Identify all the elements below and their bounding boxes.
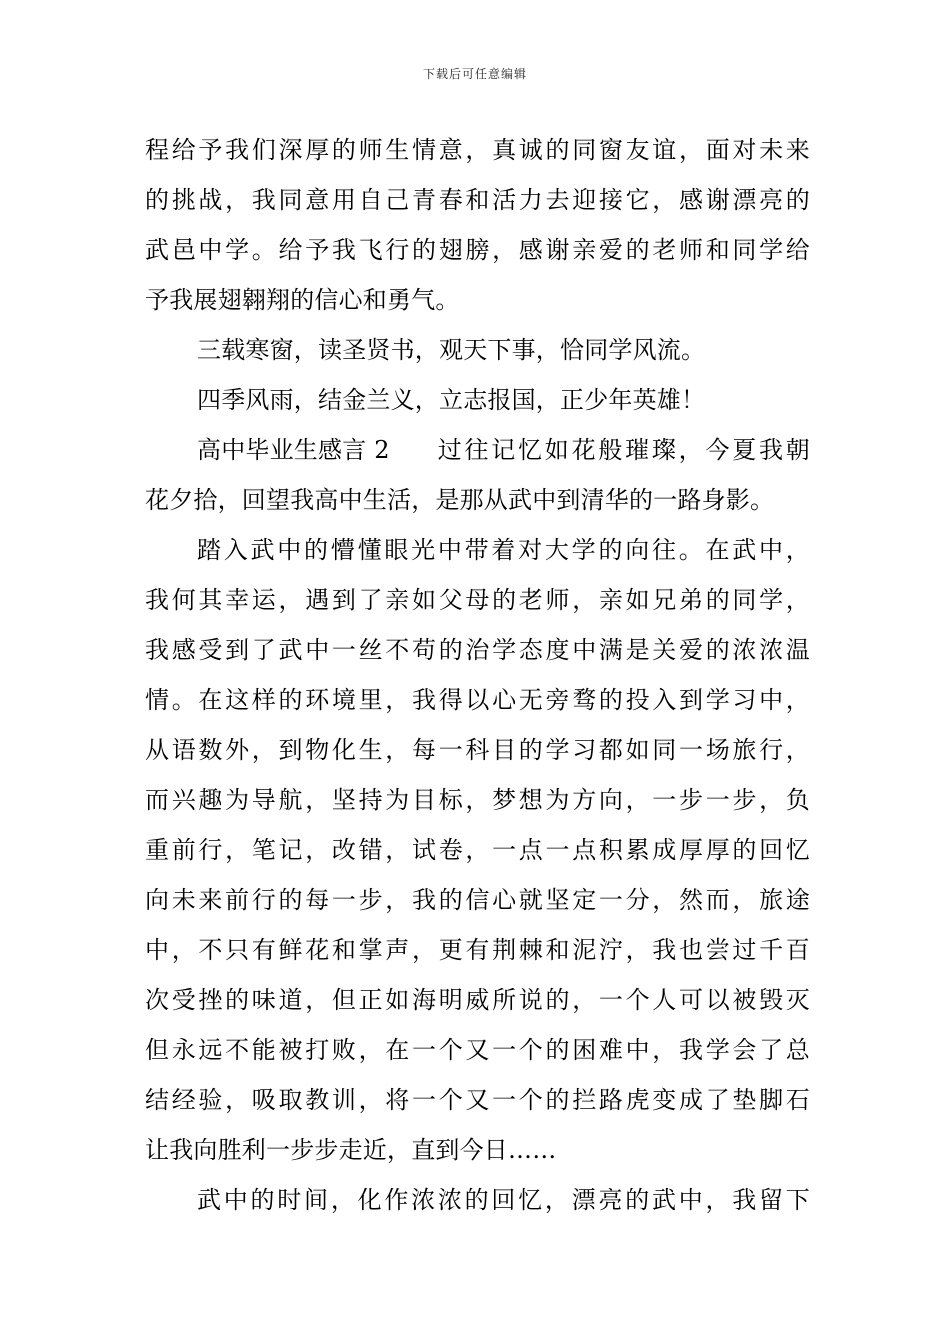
text-line: 次受挫的味道，但正如海明威所说的，一个人可以被毁灭 [145, 986, 810, 1014]
text-line: 而兴趣为导航，坚持为目标，梦想为方向，一步一步，负 [145, 786, 810, 814]
text-line: 三载寒窗，读圣贤书，观天下事，恰同学风流。 [197, 336, 706, 364]
document-body [145, 125, 810, 1225]
text-line: 中，不只有鲜花和掌声，更有荆棘和泥泞，我也尝过千百 [145, 936, 810, 964]
text-line: 我感受到了武中一丝不苟的治学态度中满是关爱的浓浓温 [145, 636, 810, 664]
text-line: 让我向胜利一步步走近，直到今日…… [145, 1136, 557, 1164]
text-line: 武中的时间，化作浓浓的回忆，漂亮的武中，我留下 [197, 1186, 810, 1214]
text-line: 四季风雨，结金兰义，立志报国，正少年英雄！ [197, 386, 706, 414]
text-line: 的挑战，我同意用自己青春和活力去迎接它，感谢漂亮的 [145, 186, 810, 214]
text-line: 从语数外，到物化生，每一科目的学习都如同一场旅行， [145, 736, 810, 764]
text-line: 予我展翅翱翔的信心和勇气。 [145, 286, 460, 314]
page-header-note: 下载后可任意编辑 [422, 67, 527, 81]
text-line: 程给予我们深厚的师生情意，真诚的同窗友谊，面对未来 [145, 136, 810, 164]
section-heading: 高中毕业生感言 2 [197, 436, 390, 464]
text-line: 花夕拾，回望我高中生活，是那从武中到清华的一路身影。 [145, 486, 775, 514]
text-line: 武邑中学。给予我飞行的翅膀，感谢亲爱的老师和同学给 [145, 236, 810, 264]
text-line: 结经验，吸取教训，将一个又一个的拦路虎变成了垫脚石 [145, 1086, 810, 1114]
section-heading-line [145, 425, 810, 475]
text-line: 情。在这样的环境里，我得以心无旁骛的投入到学习中， [145, 686, 810, 714]
text-line: 向未来前行的每一步，我的信心就坚定一分，然而，旅途 [145, 886, 810, 914]
text-line: 重前行，笔记，改错，试卷，一点一点积累成厚厚的回忆 [145, 836, 810, 864]
text-line: 我何其幸运，遇到了亲如父母的老师，亲如兄弟的同学， [145, 586, 810, 614]
text-line: 但永远不能被打败，在一个又一个的困难中，我学会了总 [145, 1036, 810, 1064]
text-line: 踏入武中的懵懂眼光中带着对大学的向往。在武中， [197, 536, 810, 564]
text-span: 过往记忆如花般璀璨，今夏我朝 [437, 436, 810, 464]
